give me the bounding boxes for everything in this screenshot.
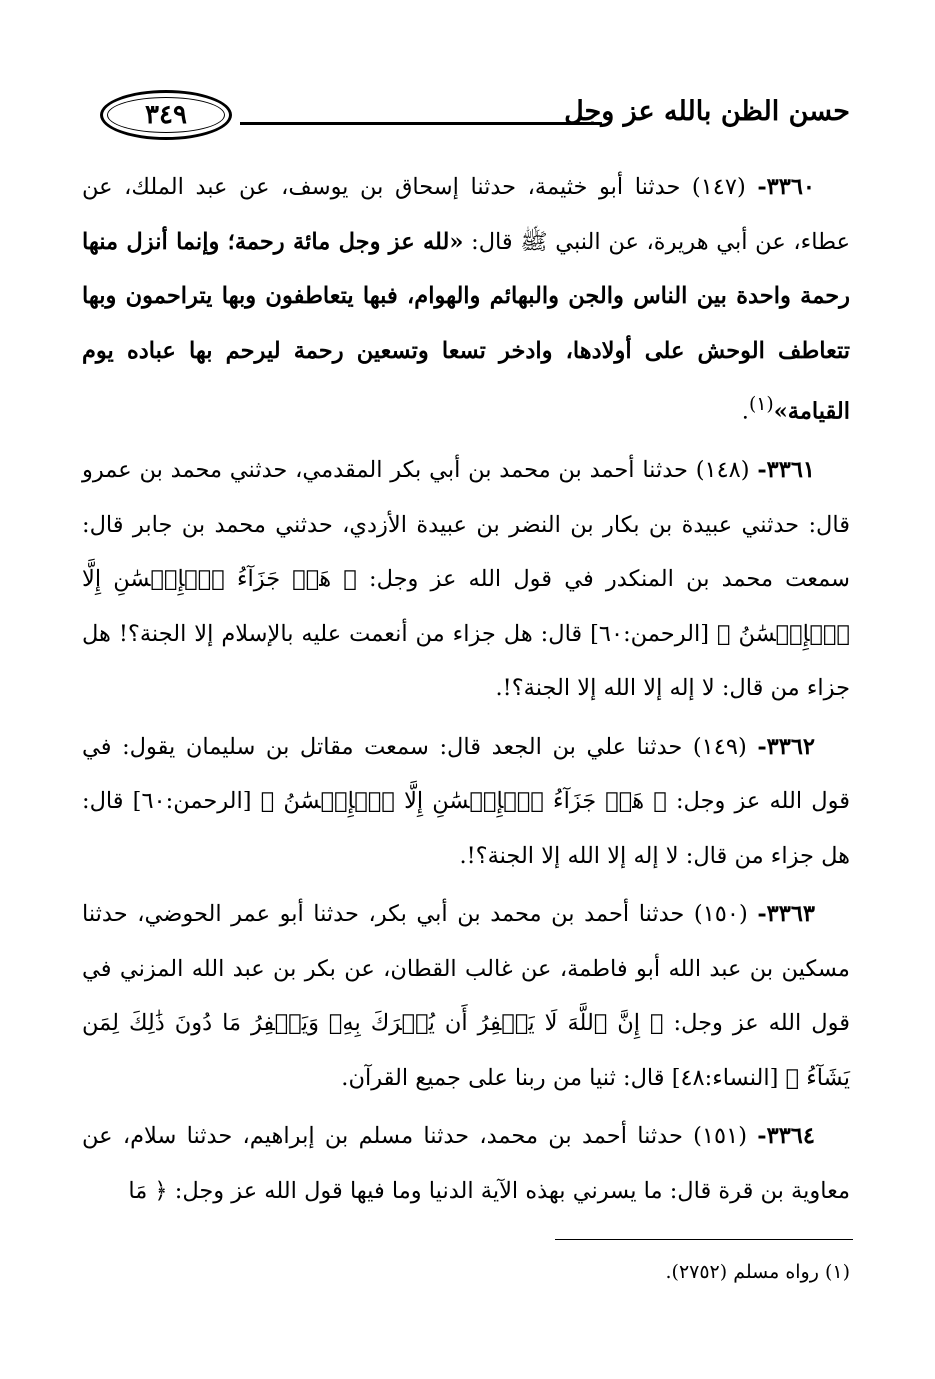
hadith-tail: [الرحمن:٦٠] قال: هل جزاء من أنعمت عليه بالإسلام إلا الجنة؟! هل جزاء من قال: لا إله إلا الله إلا الجنة؟!.: [82, 620, 850, 701]
hadith-paragraph: [82, 160, 850, 439]
hadith-tail: [النساء:٤٨] قال: ثنيا من ربنا على جميع القرآن.: [341, 1064, 786, 1091]
hadith-text: حدثنا أحمد بن محمد بن أبي بكر المقدمي، حدثني محمد بن عمرو قال: حدثني عبيدة بن بكار بن النضر بن عبيدة الأزدي، حدثني محمد بن جابر قال: سمعت محمد بن المنكدر في قول الله عز وجل:: [82, 457, 850, 592]
hadith-number: ٣٣٦٤-: [757, 1123, 815, 1149]
quran-verse: ﴿ إِنَّ ٱللَّهَ لَا يَغۡفِرُ أَن يُشۡرَكَ بِهِۦ وَيَغۡفِرُ مَا دُونَ ذَٰلِكَ لِمَن يَشَآءُ ﴾: [82, 1010, 850, 1091]
hadith-text: حدثنا أحمد بن محمد، حدثنا مسلم بن إبراهيم، حدثنا سلام، عن معاوية بن قرة قال: ما يسرني بهذه الآية الدنيا وما فيها قول الله عز وجل:: [82, 1123, 850, 1204]
hadith-paragraph: [82, 887, 850, 1105]
hadith-tail: .: [741, 398, 749, 425]
footnote: (١) رواه مسلم (٢٧٥٢).: [665, 1261, 850, 1283]
hadith-seq: (١٥١): [682, 1123, 758, 1149]
hadith-paragraph: [82, 443, 850, 716]
hadith-seq: (١٤٩): [682, 733, 758, 760]
quran-verse: ﴿ هَلۡ جَزَآءُ ٱلۡإِحۡسَٰنِ إِلَّا ٱلۡإِحۡسَٰنُ ﴾: [82, 566, 851, 647]
hadith-text: حدثنا علي بن الجعد قال: سمعت مقاتل بن سليمان يقول: في قول الله عز وجل:: [82, 733, 850, 814]
hadith-text: حدثنا أبو خثيمة، حدثنا إسحاق بن يوسف، عن عبد الملك، عن عطاء، عن أبي هريرة، عن النبي ﷺ قال:: [82, 174, 850, 255]
hadith-text: حدثنا أحمد بن محمد بن أبي بكر، حدثنا أبو عمر الحوضي، حدثنا مسكين بن عبد الله أبو فاطمة، عن غالب القطان، عن بكر بن عبد الله المزني في قول الله عز وجل:: [82, 901, 850, 1036]
body-text: [82, 160, 850, 1222]
footnote-ref[interactable]: (١): [748, 394, 774, 415]
hadith-seq: (١٥٠): [684, 901, 758, 927]
hadith-paragraph: [82, 1109, 850, 1218]
hadith-quote: «لله عز وجل مائة رحمة؛ وإنما أنزل منها رحمة واحدة بين الناس والجن والبهائم والهوام، فبها يتعاطفون وبها يتراحمون وبها تتعاطف الوحش على أولادها، وادخر تسعا وتسعين رحمة ليرحم بها عباده يوم القيامة»: [82, 228, 850, 425]
quran-verse: ﴿ مَا: [128, 1177, 168, 1204]
hadith-paragraph: [82, 720, 850, 884]
header-rule: [240, 122, 602, 125]
page-number-oval: [100, 90, 232, 140]
footnote-rule: [555, 1239, 853, 1240]
hadith-number: ٣٣٦٠-: [757, 174, 815, 200]
hadith-seq: (١٤٨): [687, 457, 758, 483]
page-number: ٣٤٩: [145, 100, 187, 130]
hadith-number: ٣٣٦١-: [757, 457, 815, 483]
hadith-seq: (١٤٧): [680, 174, 758, 200]
running-title: حسن الظن بالله عز وجل: [564, 96, 850, 127]
hadith-tail: [الرحمن:٦٠] قال: هل جزاء من قال: لا إله إلا الله إلا الجنة؟!.: [82, 788, 850, 869]
page-header: [100, 88, 850, 148]
quran-verse: ﴿ هَلۡ جَزَآءُ ٱلۡإِحۡسَٰنِ إِلَّا ٱلۡإِحۡسَٰنُ ﴾: [260, 788, 667, 814]
hadith-number: ٣٣٦٣-: [757, 901, 815, 927]
hadith-number: ٣٣٦٢-: [757, 733, 815, 760]
